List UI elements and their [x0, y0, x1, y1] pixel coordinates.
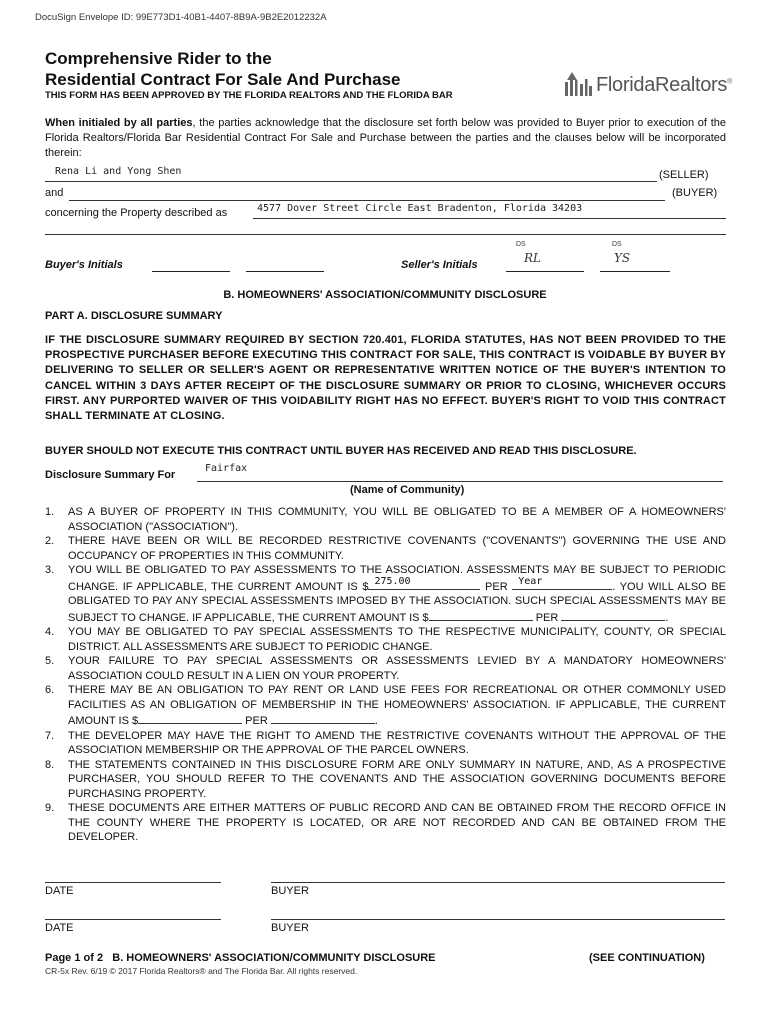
- envelope-id: DocuSign Envelope ID: 99E773D1-40B1-4407-8B9A-9B2E2012232A: [35, 12, 327, 23]
- buyer-initial-1-field[interactable]: [152, 271, 230, 272]
- seller-initial-2-field[interactable]: [600, 241, 670, 272]
- section-title: B. HOMEOWNERS' ASSOCIATION/COMMUNITY DISCLOSURE: [223, 289, 547, 301]
- date-field-2[interactable]: [45, 919, 221, 920]
- buyer-signature-field-2[interactable]: [271, 919, 725, 920]
- seller-label: (SELLER): [659, 169, 709, 181]
- title-line-2: Residential Contract For Sale And Purchase: [45, 70, 401, 89]
- special-assessment-amount-field[interactable]: [429, 609, 533, 621]
- intro-text: , the parties acknowledge that the disclosure set forth below was provided to Buyer prior to execution of the Florida Realtors/Florida Bar Residential Contract For Sale and Purchase between the parties and the clauses below will be incorporated therein:: [45, 117, 726, 159]
- buyer-label: (BUYER): [672, 187, 718, 199]
- list-item: 5. YOUR FAILURE TO PAY SPECIAL ASSESSMENTS OR ASSESSMENTS LEVIED BY A MANDATORY HOMEOWNERS' ASSOCIATION COULD RESULT IN A LIEN ON YOUR PROPERTY.: [45, 655, 726, 682]
- buyer-initial-2-field[interactable]: [246, 271, 324, 272]
- buyer-field[interactable]: [69, 185, 665, 201]
- rent-amount-field[interactable]: [138, 712, 242, 724]
- seller-row: [45, 166, 726, 182]
- list-item: 2. THERE HAVE BEEN OR WILL BE RECORDED RESTRICTIVE COVENANTS ("COVENANTS") GOVERNING THE USE AND OCCUPANCY OF PROPERTIES IN THIS COMMUNITY.: [45, 535, 726, 562]
- seller-initial-2: YS: [614, 251, 631, 265]
- statutory-warning: IF THE DISCLOSURE SUMMARY REQUIRED BY SECTION 720.401, FLORIDA STATUTES, HAS NOT BEEN PROVIDED TO THE PROSPECTIVE PURCHASER BEFORE EXECUTING THIS CONTRACT FOR SALE, THIS CONTRACT IS VOIDABLE BY BUYER BY DELIVERING TO SELLER OR SELLER'S AGENT OR REPRESENTATIVE WRITTEN NOTICE OF THE BUYER'S INTENTION TO CANCEL WITHIN 3 DAYS AFTER RECEIPT OF THE DISCLOSURE SUMMARY OR PRIOR TO CLOSING, WHICHEVER OCCURS FIRST. ANY PURPORTED WAIVER OF THIS VOIDABILITY RIGHT HAS NO EFFECT. BUYER'S RIGHT TO VOID THIS CONTRACT SHALL TERMINATE AT CLOSING.: [45, 334, 726, 423]
- list-item: 1. AS A BUYER OF PROPERTY IN THIS COMMUNITY, YOU WILL BE OBLIGATED TO BE A MEMBER OF A HOMEOWNERS' ASSOCIATION ("ASSOCIATION").: [45, 506, 726, 533]
- and-label: and: [45, 187, 64, 199]
- name-of-community-caption: (Name of Community): [350, 484, 465, 496]
- footer-page: Page 1 of 2: [45, 952, 104, 964]
- approval-notice: THIS FORM HAS BEEN APPROVED BY THE FLORIDA REALTORS AND THE FLORIDA BAR: [45, 90, 453, 101]
- date-label-2: DATE: [45, 922, 74, 934]
- buyer-sig-label-1: BUYER: [271, 885, 309, 897]
- assessment-period-field[interactable]: Year: [512, 578, 612, 590]
- page-title: [45, 48, 401, 90]
- disclosure-summary-for: [45, 469, 175, 481]
- title-line-1: Comprehensive Rider to the: [45, 49, 272, 68]
- florida-realtors-logo: [562, 68, 732, 102]
- special-assessment-period-field[interactable]: [561, 609, 665, 621]
- date-label-1: DATE: [45, 885, 74, 897]
- property-label: concerning the Property described as: [45, 207, 228, 219]
- logo-text: FloridaRealtors®: [596, 74, 732, 96]
- footer-revision: CR-5x Rev. 6/19 © 2017 Florida Realtors® and The Florida Bar. All rights reserved.: [45, 966, 358, 976]
- footer-continuation: (SEE CONTINUATION): [589, 952, 705, 964]
- list-item: 8. THE STATEMENTS CONTAINED IN THIS DISCLOSURE FORM ARE ONLY SUMMARY IN NATURE, AND, AS A PROSPECTIVE PURCHASER, YOU SHOULD REFER TO THE COVENANTS AND THE ASSOCIATION GOVERNING DOCUMENTS BEFORE PURCHASING PROPERTY.: [45, 758, 726, 800]
- list-item: 7. THE DEVELOPER MAY HAVE THE RIGHT TO AMEND THE RESTRICTIVE COVENANTS WITHOUT THE APPROVAL OF THE ASSOCIATION MEMBERSHIP OR THE APPROVAL OF THE PARCEL OWNERS.: [45, 729, 726, 756]
- seller-initial-1: RL: [524, 251, 542, 265]
- list-item: 3. YOU WILL BE OBLIGATED TO PAY ASSESSMENTS TO THE ASSOCIATION. ASSESSMENTS MAY BE SUBJECT TO PERIODIC CHANGE. IF APPLICABLE, THE CURRENT AMOUNT IS $ 275.00 PER Year . YOU WILL ALSO BE OBLIGATED TO PAY ANY SPECIAL ASSESSMENTS IMPOSED BY THE ASSOCIATION. SUCH SPECIAL ASSESSMENTS MAY BE SUBJECT TO CHANGE. IF APPLICABLE, THE CURRENT AMOUNT IS $ PER .: [45, 564, 726, 624]
- realtors-building-icon: [562, 68, 596, 102]
- seller-name: Rena Li and Yong Shen: [55, 166, 182, 177]
- ds-tag-2: DS: [612, 241, 622, 248]
- sellers-initials-label: Seller's Initials: [401, 259, 478, 271]
- intro-paragraph: [45, 116, 726, 161]
- buyer-sig-label-2: BUYER: [271, 922, 309, 934]
- rent-period-field[interactable]: [271, 712, 375, 724]
- summary-for-label: Disclosure Summary For: [45, 469, 176, 481]
- buyer-should-not-notice: BUYER SHOULD NOT EXECUTE THIS CONTRACT UNTIL BUYER HAS RECEIVED AND READ THIS DISCLOSURE.: [45, 445, 637, 457]
- list-item: 6. THERE MAY BE AN OBLIGATION TO PAY RENT OR LAND USE FEES FOR RECREATIONAL OR OTHER COMMONLY USED FACILITIES AS AN OBLIGATION OF MEMBERSHIP IN THE HOMEOWNERS' ASSOCIATION. IF APPLICABLE, THE CURRENT AMOUNT IS $ PER .: [45, 684, 726, 727]
- footer-page-info: [45, 952, 436, 964]
- community-name: Fairfax: [205, 463, 248, 474]
- property-value: 4577 Dover Street Circle East Bradenton, Florida 34203: [257, 203, 583, 214]
- buyer-row: [45, 185, 726, 201]
- part-a-heading: PART A. DISCLOSURE SUMMARY: [45, 310, 223, 322]
- intro-bold: When initialed by all parties: [45, 117, 193, 129]
- footer-section: B. HOMEOWNERS' ASSOCIATION/COMMUNITY DISCLOSURE: [112, 952, 436, 964]
- community-field[interactable]: [197, 463, 723, 482]
- assessment-amount-field[interactable]: 275.00: [368, 578, 480, 590]
- date-field-1[interactable]: [45, 882, 221, 883]
- seller-initial-1-field[interactable]: [506, 241, 584, 272]
- list-item: 4. YOU MAY BE OBLIGATED TO PAY SPECIAL ASSESSMENTS TO THE RESPECTIVE MUNICIPALITY, COUNTY, OR SPECIAL DISTRICT. ALL ASSESSMENTS ARE SUBJECT TO PERIODIC CHANGE.: [45, 626, 726, 653]
- buyer-signature-field-1[interactable]: [271, 882, 725, 883]
- buyers-initials-label: Buyer's Initials: [45, 259, 123, 271]
- list-item: 9. THESE DOCUMENTS ARE EITHER MATTERS OF PUBLIC RECORD AND CAN BE OBTAINED FROM THE RECORD OFFICE IN THE COUNTY WHERE THE PROPERTY IS LOCATED, OR ARE NOT RECORDED AND CAN BE OBTAINED FROM THE DEVELOPER.: [45, 802, 726, 843]
- ds-tag-1: DS: [516, 241, 526, 248]
- property-row: [45, 203, 726, 219]
- disclosure-list: [45, 505, 726, 845]
- property-line-2[interactable]: [45, 234, 726, 235]
